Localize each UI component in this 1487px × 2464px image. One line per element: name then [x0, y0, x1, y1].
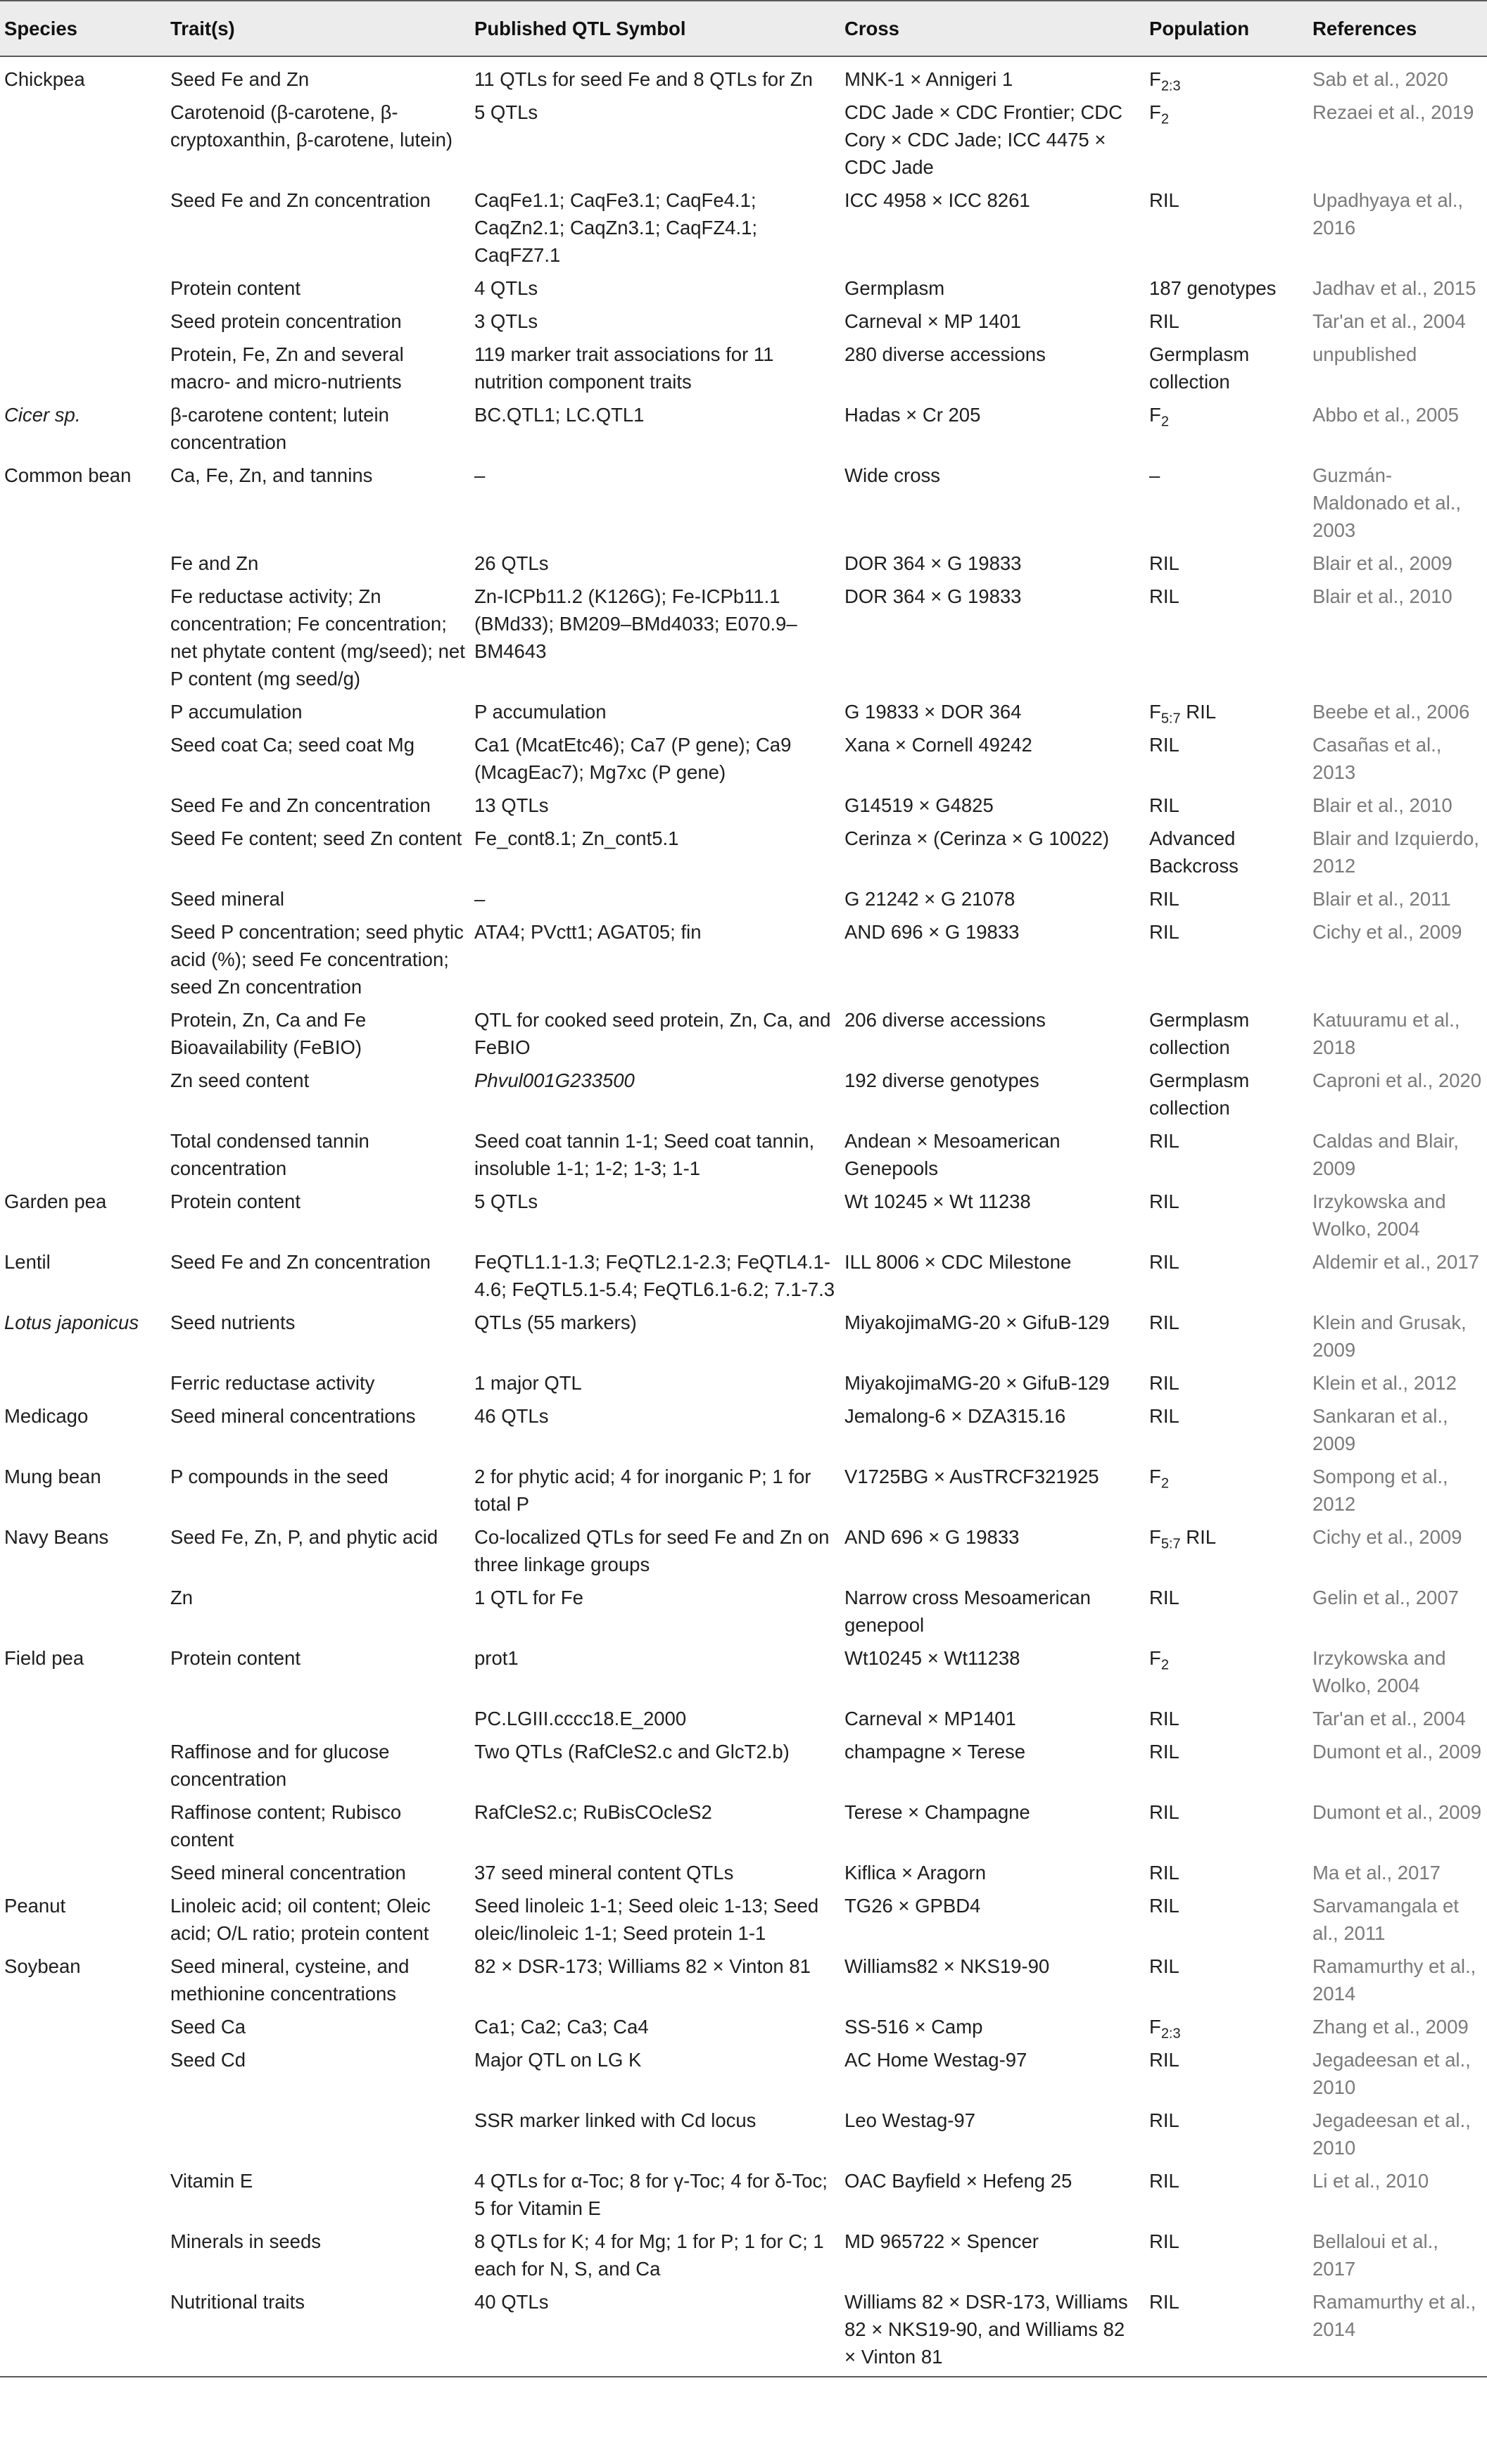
- cell-cross: ILL 8006 × CDC Milestone: [844, 1251, 1072, 1273]
- cell-qtl-symbol: FeQTL1.1-1.3; FeQTL2.1-2.3; FeQTL4.1-4.6; FeQTL5.1-5.4; FeQTL6.1-6.2; 7.1-7.3: [474, 1251, 835, 1300]
- cell-trait: Raffinose and for glucose concentration: [170, 1741, 390, 1790]
- cell-cross: SS-516 × Camp: [844, 2016, 983, 2038]
- cell-qtl-symbol: 4 QTLs for α-Toc; 8 for γ-Toc; 4 for δ-Toc; 5 for Vitamin E: [474, 2170, 828, 2219]
- cell-qtl-symbol: 82 × DSR-173; Williams 82 × Vinton 81: [474, 1955, 811, 1977]
- table-row: [0, 578, 1487, 694]
- cell-qtl-symbol: Co-localized QTLs for seed Fe and Zn on three linkage groups: [474, 1526, 830, 1575]
- table-row: [0, 1640, 1487, 1701]
- cell-trait: Seed Ca: [170, 2016, 246, 2038]
- cell-population: RIL: [1149, 1130, 1179, 1152]
- cell-cross: Terese × Champagne: [844, 1801, 1030, 1823]
- table-row: [0, 914, 1487, 1002]
- cell-trait: Seed protein concentration: [170, 310, 402, 332]
- cell-trait: Protein, Zn, Ca and Fe Bioavailability (FeBIO): [170, 1009, 367, 1058]
- cell-population: RIL: [1149, 310, 1179, 332]
- cell-trait: Seed Fe and Zn: [170, 68, 310, 90]
- cell-species: [0, 2102, 166, 2163]
- cell-population: RIL: [1149, 794, 1179, 816]
- cell-reference: Sankaran et al., 2009: [1312, 1405, 1448, 1454]
- cell-reference: Ramamurthy et al., 2014: [1312, 1955, 1476, 2005]
- cell-species: [0, 270, 166, 303]
- cell-reference: Sompong et al., 2012: [1312, 1466, 1448, 1515]
- cell-population: Advanced Backcross: [1149, 827, 1239, 877]
- cell-population: RIL: [1149, 1955, 1179, 1977]
- cell-cross: DOR 364 × G 19833: [844, 552, 1022, 574]
- cell-cross: AC Home Westag-97: [844, 2049, 1027, 2071]
- cell-cross: V1725BG × AusTRCF321925: [844, 1466, 1099, 1487]
- cell-trait: Seed Fe content; seed Zn content: [170, 827, 462, 849]
- cell-qtl-symbol: SSR marker linked with Cd locus: [474, 2109, 757, 2131]
- cell-reference: Blair and Izquierdo, 2012: [1312, 827, 1479, 877]
- cell-reference: Irzykowska and Wolko, 2004: [1312, 1190, 1446, 1240]
- cell-population: RIL: [1149, 585, 1179, 607]
- cell-trait: Protein content: [170, 277, 300, 299]
- cell-qtl-symbol: Fe_cont8.1; Zn_cont5.1: [474, 827, 679, 849]
- cell-qtl-symbol: 1 QTL for Fe: [474, 1587, 583, 1608]
- table-row: [0, 94, 1487, 182]
- cell-qtl-symbol: 4 QTLs: [474, 277, 538, 299]
- cell-reference: Rezaei et al., 2019: [1312, 101, 1474, 123]
- cell-cross: CDC Jade × CDC Frontier; CDC Cory × CDC Jade; ICC 4475 × CDC Jade: [844, 101, 1123, 178]
- cell-cross: DOR 364 × G 19833: [844, 585, 1022, 607]
- cell-cross: Andean × Mesoamerican Genepools: [844, 1130, 1061, 1179]
- cell-species: Chickpea: [4, 68, 85, 90]
- table-row: [0, 1948, 1487, 2009]
- cell-reference: Gelin et al., 2007: [1312, 1587, 1459, 1608]
- cell-reference: Blair et al., 2010: [1312, 585, 1453, 607]
- table-row: [0, 1794, 1487, 1855]
- cell-cross: Williams 82 × DSR-173, Williams 82 × NKS19-90, and Williams 82 × Vinton 81: [840, 2284, 1145, 2377]
- cell-species: Common bean: [4, 464, 132, 486]
- cell-qtl-symbol: 46 QTLs: [474, 1405, 549, 1427]
- cell-species: Medicago: [4, 1405, 89, 1427]
- table-row: [0, 787, 1487, 820]
- cell-trait: Ferric reductase activity: [170, 1372, 375, 1394]
- cell-qtl-symbol: Phvul001G233500: [474, 1069, 635, 1091]
- cell-qtl-symbol: Major QTL on LG K: [474, 2049, 642, 2071]
- cell-reference: Tar'an et al., 2004: [1312, 1708, 1466, 1729]
- cell-population: Germplasm collection: [1149, 1009, 1250, 1058]
- cell-species: [0, 881, 166, 914]
- cell-cross: G14519 × G4825: [844, 794, 994, 816]
- cell-trait: Raffinose content; Rubisco content: [170, 1801, 402, 1850]
- cell-trait: Seed mineral concentrations: [170, 1405, 416, 1427]
- cell-reference: unpublished: [1312, 343, 1417, 365]
- cell-species: [0, 94, 166, 182]
- cell-species: [0, 1580, 166, 1640]
- cell-trait: Seed Fe and Zn concentration: [170, 189, 431, 211]
- cell-reference: Ramamurthy et al., 2014: [1308, 2284, 1487, 2377]
- cell-species: [0, 182, 166, 270]
- cell-trait: Zn: [170, 1587, 194, 1608]
- cell-cross: MNK-1 × Annigeri 1: [844, 68, 1013, 90]
- cell-reference: Dumont et al., 2009: [1312, 1741, 1482, 1763]
- cell-reference: Tar'an et al., 2004: [1312, 310, 1466, 332]
- cell-qtl-symbol: –: [474, 888, 486, 910]
- cell-qtl-symbol: –: [474, 464, 486, 486]
- cell-population: $F_2$: [1149, 1647, 1169, 1673]
- cell-cross: G 19833 × DOR 364: [844, 701, 1022, 723]
- cell-population: RIL: [1149, 888, 1179, 910]
- cell-qtl-symbol: ATA4; PVctt1; AGAT05; fin: [474, 921, 702, 943]
- cell-population: RIL: [1149, 921, 1179, 943]
- table-row: [0, 2223, 1487, 2284]
- cell-population: RIL: [1149, 734, 1179, 756]
- cell-population: $F_2$: [1149, 1466, 1169, 1492]
- cell-trait: Seed coat Ca; seed coat Mg: [170, 734, 415, 756]
- cell-reference: Caldas and Blair, 2009: [1312, 1130, 1459, 1179]
- cell-cross: Germplasm: [844, 277, 945, 299]
- header-population: Population: [1145, 1, 1308, 56]
- cell-trait: [166, 1701, 470, 1734]
- cell-population: RIL: [1149, 1405, 1179, 1427]
- cell-trait: Carotenoid (β-carotene, β-cryptoxanthin, β-carotene, lutein): [170, 101, 453, 151]
- cell-trait: Seed mineral, cysteine, and methionine concentrations: [170, 1955, 410, 2005]
- table-header: [0, 1, 1487, 56]
- table-row: [0, 303, 1487, 336]
- table-row: [0, 1459, 1487, 1519]
- cell-population: RIL: [1149, 2230, 1179, 2252]
- cell-reference: Dumont et al., 2009: [1312, 1801, 1482, 1823]
- cell-reference: Cichy et al., 2009: [1312, 921, 1462, 943]
- table-body: [0, 56, 1487, 2377]
- cell-qtl-symbol: 37 seed mineral content QTLs: [474, 1862, 734, 1884]
- cell-population: RIL: [1149, 1372, 1179, 1394]
- cell-trait: Ca, Fe, Zn, and tannins: [170, 464, 373, 486]
- cell-population: RIL: [1145, 2284, 1308, 2377]
- cell-qtl-symbol: 5 QTLs: [474, 1190, 538, 1212]
- cell-trait: P compounds in the seed: [170, 1466, 388, 1487]
- cell-reference: Klein and Grusak, 2009: [1312, 1312, 1467, 1361]
- cell-species: [0, 1062, 166, 1123]
- cell-species: [0, 578, 166, 694]
- cell-reference: Ma et al., 2017: [1312, 1862, 1441, 1884]
- cell-trait: Total condensed tannin concentration: [170, 1130, 369, 1179]
- cell-qtl-symbol: 119 marker trait associations for 11 nutrition component traits: [474, 343, 774, 393]
- table-row: [0, 397, 1487, 457]
- cell-qtl-symbol: PC.LGIII.cccc18.E_2000: [474, 1708, 687, 1729]
- cell-species: [0, 694, 166, 727]
- cell-species: [0, 545, 166, 578]
- cell-population: RIL: [1149, 2109, 1179, 2131]
- cell-population: Germplasm collection: [1149, 1069, 1250, 1119]
- cell-trait: Seed mineral: [170, 888, 285, 910]
- cell-cross: Wide cross: [844, 464, 940, 486]
- cell-qtl-symbol: Ca1 (McatEtc46); Ca7 (P gene); Ca9 (McagEac7); Mg7xc (P gene): [474, 734, 792, 783]
- cell-species: Garden pea: [4, 1190, 107, 1212]
- table-row: [0, 1244, 1487, 1304]
- cell-qtl-symbol: CaqFe1.1; CaqFe3.1; CaqFe4.1; CaqZn2.1; CaqZn3.1; CaqFZ4.1; CaqFZ7.1: [474, 189, 758, 266]
- cell-trait: P accumulation: [170, 701, 303, 723]
- table-row: [0, 2284, 1487, 2377]
- cell-trait: Seed Fe and Zn concentration: [170, 1251, 431, 1273]
- cell-trait: Fe reductase activity; Zn concentration; Fe concentration; net phytate content (mg/seed); net P content (mg seed/g): [170, 585, 465, 690]
- table-row: [0, 457, 1487, 545]
- table-row: [0, 2163, 1487, 2223]
- table-row: [0, 694, 1487, 727]
- cell-reference: Klein et al., 2012: [1312, 1372, 1457, 1394]
- cell-cross: Narrow cross Mesoamerican genepool: [844, 1587, 1091, 1636]
- cell-qtl-symbol: P accumulation: [474, 701, 607, 723]
- cell-reference: Bellaloui et al., 2017: [1312, 2230, 1438, 2280]
- cell-cross: Hadas × Cr 205: [844, 404, 981, 426]
- cell-reference: Casañas et al., 2013: [1312, 734, 1442, 783]
- cell-reference: Aldemir et al., 2017: [1312, 1251, 1479, 1273]
- table-row: [0, 2009, 1487, 2042]
- header-qtl-symbol: Published QTL Symbol: [470, 1, 840, 56]
- cell-trait: Nutritional traits: [166, 2284, 470, 2377]
- cell-species: [0, 2009, 166, 2042]
- cell-reference: Blair et al., 2009: [1312, 552, 1453, 574]
- cell-cross: Jemalong-6 × DZA315.16: [844, 1405, 1066, 1427]
- cell-cross: Carneval × MP 1401: [844, 310, 1021, 332]
- table-row: [0, 56, 1487, 94]
- cell-reference: Blair et al., 2011: [1312, 888, 1451, 910]
- cell-qtl-symbol: Zn-ICPb11.2 (K126G); Fe-ICPb11.1 (BMd33); BM209–BMd4033; E070.9–BM4643: [474, 585, 797, 662]
- cell-cross: Cerinza × (Cerinza × G 10022): [844, 827, 1110, 849]
- cell-qtl-symbol: 26 QTLs: [474, 552, 549, 574]
- table-row: [0, 820, 1487, 881]
- cell-trait: [166, 2102, 470, 2163]
- cell-cross: Wt10245 × Wt11238: [844, 1647, 1020, 1669]
- cell-trait: Protein, Fe, Zn and several macro- and micro-nutrients: [170, 343, 404, 393]
- cell-qtl-symbol: 3 QTLs: [474, 310, 538, 332]
- cell-population: RIL: [1149, 1801, 1179, 1823]
- header-references: References: [1308, 1, 1487, 56]
- cell-trait: Seed Fe, Zn, P, and phytic acid: [170, 1526, 438, 1548]
- cell-reference: Sab et al., 2020: [1312, 68, 1448, 90]
- cell-reference: Guzmán-Maldonado et al., 2003: [1312, 464, 1461, 541]
- cell-cross: Williams82 × NKS19-90: [844, 1955, 1050, 1977]
- cell-reference: Jadhav et al., 2015: [1312, 277, 1476, 299]
- cell-reference: Abbo et al., 2005: [1312, 404, 1459, 426]
- header-species: Species: [0, 1, 166, 56]
- cell-population: Germplasm collection: [1149, 343, 1250, 393]
- cell-population: RIL: [1149, 1741, 1179, 1763]
- cell-cross: Wt 10245 × Wt 11238: [844, 1190, 1031, 1212]
- cell-reference: Cichy et al., 2009: [1312, 1526, 1462, 1548]
- cell-qtl-symbol: 5 QTLs: [474, 101, 538, 123]
- table-row: [0, 336, 1487, 397]
- cell-trait: Protein content: [170, 1190, 300, 1212]
- cell-species: [0, 1734, 166, 1794]
- cell-cross: MD 965722 × Spencer: [844, 2230, 1039, 2252]
- cell-qtl-symbol: Seed linoleic 1-1; Seed oleic 1-13; Seed oleic/linoleic 1-1; Seed protein 1-1: [474, 1895, 819, 1944]
- cell-trait: Fe and Zn: [170, 552, 259, 574]
- cell-cross: AND 696 × G 19833: [844, 1526, 1020, 1548]
- cell-population: RIL: [1149, 1251, 1179, 1273]
- cell-population: RIL: [1149, 1895, 1179, 1917]
- table-row: [0, 1183, 1487, 1244]
- cell-trait: Linoleic acid; oil content; Oleic acid; O/L ratio; protein content: [170, 1895, 431, 1944]
- table-row: [0, 182, 1487, 270]
- table-row: [0, 2042, 1487, 2102]
- cell-trait: Zn seed content: [170, 1069, 310, 1091]
- cell-reference: Jegadeesan et al., 2010: [1312, 2109, 1471, 2159]
- table-row: [0, 1855, 1487, 1888]
- cell-species: [0, 1855, 166, 1888]
- cell-reference: Katuuramu et al., 2018: [1312, 1009, 1460, 1058]
- cell-population: $F_2$: [1149, 101, 1169, 127]
- cell-cross: ICC 4958 × ICC 8261: [844, 189, 1030, 211]
- header-traits: Trait(s): [166, 1, 470, 56]
- cell-cross: AND 696 × G 19833: [844, 921, 1020, 943]
- cell-population: 187 genotypes: [1149, 277, 1277, 299]
- cell-qtl-symbol: Ca1; Ca2; Ca3; Ca4: [474, 2016, 649, 2038]
- cell-reference: Blair et al., 2010: [1312, 794, 1453, 816]
- cell-trait: Protein content: [170, 1647, 300, 1669]
- cell-cross: Xana × Cornell 49242: [844, 734, 1032, 756]
- cell-qtl-symbol: 2 for phytic acid; 4 for inorganic P; 1 for total P: [474, 1466, 811, 1515]
- cell-species: [0, 2163, 166, 2223]
- cell-trait: Seed nutrients: [170, 1312, 296, 1333]
- cell-population: RIL: [1149, 2049, 1179, 2071]
- table-row: [0, 1398, 1487, 1459]
- table-row: [0, 1304, 1487, 1365]
- cell-cross: Carneval × MP1401: [844, 1708, 1016, 1729]
- cell-trait: Seed Fe and Zn concentration: [170, 794, 431, 816]
- table-row: [0, 1580, 1487, 1640]
- cell-trait: β-carotene content; lutein concentration: [170, 404, 389, 453]
- table-row: [0, 1002, 1487, 1062]
- cell-cross: Leo Westag-97: [844, 2109, 976, 2131]
- cell-species: Field pea: [4, 1647, 84, 1669]
- cell-cross: 206 diverse accessions: [844, 1009, 1046, 1031]
- cell-species: Mung bean: [4, 1466, 101, 1487]
- cell-species: [0, 1123, 166, 1183]
- cell-trait: Seed mineral concentration: [170, 1862, 406, 1884]
- cell-population: $F_{5:7}$ RIL: [1149, 701, 1217, 727]
- cell-population: $F_{2:3}$: [1149, 2016, 1181, 2042]
- cell-qtl-symbol: QTLs (55 markers): [474, 1312, 637, 1333]
- table-row: [0, 1365, 1487, 1398]
- cell-species: Lentil: [4, 1251, 51, 1273]
- cell-reference: Caproni et al., 2020: [1312, 1069, 1482, 1091]
- cell-population: $F_{2:3}$: [1149, 68, 1181, 94]
- table-row: [0, 2102, 1487, 2163]
- table-row: [0, 1062, 1487, 1123]
- cell-qtl-symbol: 13 QTLs: [474, 794, 549, 816]
- cell-cross: MiyakojimaMG-20 × GifuB-129: [844, 1312, 1110, 1333]
- cell-population: –: [1149, 464, 1160, 486]
- cell-species: Cicer sp.: [4, 404, 81, 426]
- cell-cross: 280 diverse accessions: [844, 343, 1046, 365]
- cell-qtl-symbol: Seed coat tannin 1-1; Seed coat tannin, insoluble 1-1; 1-2; 1-3; 1-1: [474, 1130, 815, 1179]
- cell-species: [0, 820, 166, 881]
- cell-qtl-symbol: BC.QTL1; LC.QTL1: [474, 404, 645, 426]
- cell-species: Navy Beans: [4, 1526, 109, 1548]
- cell-cross: G 21242 × G 21078: [844, 888, 1015, 910]
- table-row: [0, 1519, 1487, 1580]
- cell-species: [0, 1794, 166, 1855]
- cell-qtl-symbol: prot1: [474, 1647, 519, 1669]
- cell-species: [0, 2284, 166, 2377]
- cell-reference: Sarvamangala et al., 2011: [1312, 1895, 1459, 1944]
- table-row: [0, 545, 1487, 578]
- cell-reference: Beebe et al., 2006: [1312, 701, 1470, 723]
- cell-reference: Jegadeesan et al., 2010: [1312, 2049, 1471, 2098]
- cell-species: [0, 1002, 166, 1062]
- cell-species: [0, 914, 166, 1002]
- cell-cross: Kiflica × Aragorn: [844, 1862, 987, 1884]
- cell-species: [0, 336, 166, 397]
- cell-species: [0, 2223, 166, 2284]
- cell-qtl-symbol: 8 QTLs for K; 4 for Mg; 1 for P; 1 for C; 1 each for N, S, and Ca: [474, 2230, 824, 2280]
- cell-species: [0, 787, 166, 820]
- cell-qtl-symbol: RafCleS2.c; RuBisCOcleS2: [474, 1801, 712, 1823]
- table-row: [0, 1888, 1487, 1948]
- cell-qtl-symbol: 11 QTLs for seed Fe and 8 QTLs for Zn: [474, 68, 813, 90]
- cell-trait: Seed P concentration; seed phytic acid (%); seed Fe concentration; seed Zn concentration: [170, 921, 464, 998]
- cell-qtl-symbol: Two QTLs (RafCleS2.c and GlcT2.b): [474, 1741, 790, 1763]
- cell-cross: MiyakojimaMG-20 × GifuB-129: [844, 1372, 1110, 1394]
- table-row: [0, 1123, 1487, 1183]
- cell-cross: champagne × Terese: [844, 1741, 1026, 1763]
- table-row: [0, 1734, 1487, 1794]
- cell-species: [0, 2042, 166, 2102]
- cell-population: RIL: [1149, 2170, 1179, 2192]
- cell-qtl-symbol: 1 major QTL: [474, 1372, 582, 1394]
- table-row: [0, 1701, 1487, 1734]
- cell-trait: Vitamin E: [170, 2170, 253, 2192]
- cell-qtl-symbol: QTL for cooked seed protein, Zn, Ca, and FeBIO: [474, 1009, 831, 1058]
- cell-population: RIL: [1149, 1190, 1179, 1212]
- cell-species: [0, 303, 166, 336]
- cell-population: RIL: [1149, 1708, 1179, 1729]
- cell-reference: Li et al., 2010: [1312, 2170, 1429, 2192]
- cell-population: RIL: [1149, 1312, 1179, 1333]
- cell-reference: Zhang et al., 2009: [1312, 2016, 1469, 2038]
- cell-reference: Upadhyaya et al., 2016: [1312, 189, 1464, 239]
- table-row: [0, 881, 1487, 914]
- cell-species: Soybean: [4, 1955, 81, 1977]
- cell-trait: Seed Cd: [170, 2049, 246, 2071]
- cell-population: RIL: [1149, 1862, 1179, 1884]
- cell-species: Peanut: [4, 1895, 66, 1917]
- cell-cross: TG26 × GPBD4: [844, 1895, 981, 1917]
- cell-population: $F_{5:7}$ RIL: [1149, 1526, 1217, 1552]
- cell-population: $F_2$: [1149, 404, 1169, 430]
- cell-species: [0, 727, 166, 787]
- cell-cross: OAC Bayfield × Hefeng 25: [844, 2170, 1072, 2192]
- cell-species: [0, 1701, 166, 1734]
- cell-species: Lotus japonicus: [4, 1312, 139, 1333]
- cell-reference: Irzykowska and Wolko, 2004: [1312, 1647, 1446, 1696]
- cell-population: RIL: [1149, 1587, 1179, 1608]
- cell-population: RIL: [1149, 552, 1179, 574]
- table-row: [0, 270, 1487, 303]
- cell-population: RIL: [1149, 189, 1179, 211]
- table-row: [0, 727, 1487, 787]
- cell-cross: 192 diverse genotypes: [844, 1069, 1039, 1091]
- cell-species: [0, 1365, 166, 1398]
- cell-trait: Minerals in seeds: [170, 2230, 321, 2252]
- header-cross: Cross: [840, 1, 1145, 56]
- header-row: [0, 1, 1487, 56]
- cell-qtl-symbol: 40 QTLs: [470, 2284, 840, 2377]
